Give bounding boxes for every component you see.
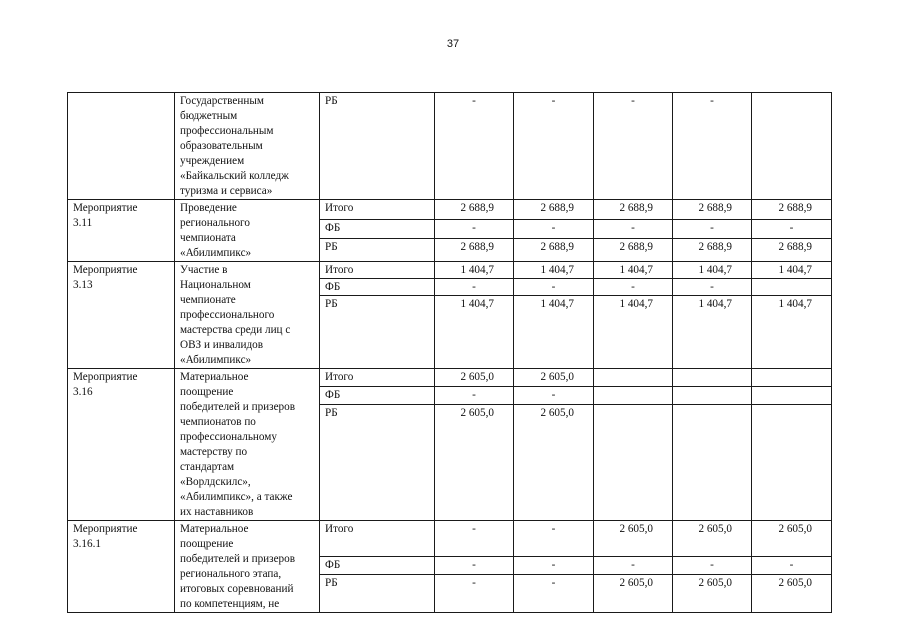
amount-cell: -	[435, 386, 514, 404]
amount-cell: -	[514, 219, 594, 239]
activity-name-line: Проведение	[180, 202, 237, 214]
activity-name-line: регионального	[180, 217, 250, 229]
amount-cell: -	[673, 93, 752, 200]
activity-id-line: Мероприятие	[73, 371, 138, 383]
activity-name-line: туризма и сервиса»	[180, 185, 273, 197]
funding-source-cell: РБ	[320, 93, 435, 200]
activity-name-line: «Ворлдскилс»,	[180, 476, 251, 488]
amount-cell: 2 605,0	[435, 404, 514, 520]
activity-id-line: 3.16	[73, 386, 93, 398]
activity-name-cell	[175, 521, 320, 613]
budget-table	[67, 92, 832, 613]
activity-name-line: стандартам	[180, 461, 235, 473]
activity-name-line: их наставников	[180, 506, 254, 518]
amount-cell: -	[673, 279, 752, 296]
activity-name-line: поощрение	[180, 538, 234, 550]
activity-name-cell	[175, 369, 320, 521]
amount-cell: -	[435, 574, 514, 612]
activity-name-line: профессионального	[180, 309, 275, 321]
activity-id-cell	[68, 93, 175, 200]
amount-cell: -	[752, 556, 832, 574]
funding-source-cell: ФБ	[320, 219, 435, 239]
funding-source-cell: Итого	[320, 369, 435, 387]
amount-cell: 2 605,0	[752, 574, 832, 612]
funding-source-cell: ФБ	[320, 279, 435, 296]
amount-cell: -	[435, 521, 514, 557]
activity-name-line: Национальном	[180, 279, 251, 291]
activity-name-line: ОВЗ и инвалидов	[180, 339, 264, 351]
page-number: 37	[446, 38, 460, 50]
activity-name-line: мастерства среди лиц с	[180, 324, 291, 336]
activity-name-line: чемпионате	[180, 294, 236, 306]
amount-cell: -	[594, 556, 673, 574]
activity-name-line: «Байкальский колледж	[180, 170, 289, 182]
amount-cell: -	[514, 556, 594, 574]
amount-cell: 2 688,9	[514, 200, 594, 220]
funding-source-cell: Итого	[320, 200, 435, 220]
activity-name-line: победителей и призеров	[180, 553, 296, 565]
activity-name-line: образовательным	[180, 140, 263, 152]
amount-cell: 2 688,9	[752, 239, 832, 262]
activity-name-cell	[175, 200, 320, 262]
amount-cell: -	[514, 521, 594, 557]
amount-cell: 2 605,0	[435, 369, 514, 387]
amount-cell: 2 605,0	[514, 404, 594, 520]
activity-name-line: итоговых соревнований	[180, 583, 294, 595]
activity-name-line: Государственным	[180, 95, 264, 107]
amount-cell: -	[435, 279, 514, 296]
amount-cell: -	[435, 219, 514, 239]
activity-name-line: поощрение	[180, 386, 234, 398]
funding-source-cell: ФБ	[320, 556, 435, 574]
amount-cell: 2 688,9	[673, 239, 752, 262]
table-row	[68, 262, 832, 279]
amount-cell: 1 404,7	[435, 262, 514, 279]
activity-id-line: Мероприятие	[73, 264, 138, 276]
amount-cell: -	[752, 219, 832, 239]
activity-name-line: Материальное	[180, 523, 249, 535]
activity-name-cell	[175, 262, 320, 369]
activity-name-line: «Абилимпикс»	[180, 247, 252, 259]
activity-name-cell	[175, 93, 320, 200]
amount-cell: 2 605,0	[673, 574, 752, 612]
funding-source-cell: Итого	[320, 521, 435, 557]
activity-name-line: профессиональному	[180, 431, 277, 443]
amount-cell: -	[673, 219, 752, 239]
amount-cell: -	[514, 386, 594, 404]
amount-cell: 2 688,9	[594, 239, 673, 262]
amount-cell	[594, 386, 673, 404]
activity-id-line: 3.11	[73, 217, 93, 229]
amount-cell: 2 688,9	[435, 200, 514, 220]
amount-cell: 2 688,9	[752, 200, 832, 220]
activity-name-line: Материальное	[180, 371, 249, 383]
amount-cell: 1 404,7	[514, 262, 594, 279]
activity-name-line: Участие в	[180, 264, 228, 276]
amount-cell: 2 605,0	[514, 369, 594, 387]
amount-cell: 2 605,0	[594, 574, 673, 612]
amount-cell	[752, 386, 832, 404]
activity-name-line: бюджетным	[180, 110, 238, 122]
amount-cell	[673, 369, 752, 387]
amount-cell: -	[514, 574, 594, 612]
amount-cell	[752, 404, 832, 520]
amount-cell: 1 404,7	[435, 296, 514, 369]
amount-cell: 2 605,0	[594, 521, 673, 557]
amount-cell: 2 688,9	[594, 200, 673, 220]
amount-cell: 1 404,7	[594, 262, 673, 279]
activity-id-cell	[68, 521, 175, 613]
activity-name-line: «Абилимпикс», а также	[180, 491, 293, 503]
activity-id-cell	[68, 262, 175, 369]
amount-cell: 1 404,7	[673, 296, 752, 369]
activity-name-line: регионального этапа,	[180, 568, 282, 580]
funding-source-cell: Итого	[320, 262, 435, 279]
activity-id-line: 3.16.1	[73, 538, 101, 550]
amount-cell: 2 688,9	[514, 239, 594, 262]
amount-cell: -	[514, 279, 594, 296]
activity-name-line: «Абилимпикс»	[180, 354, 252, 366]
table-row	[68, 200, 832, 220]
table-row	[68, 521, 832, 557]
activity-id-cell	[68, 369, 175, 521]
amount-cell: 1 404,7	[594, 296, 673, 369]
amount-cell	[673, 386, 752, 404]
activity-name-line: учреждением	[180, 155, 245, 167]
amount-cell: -	[594, 279, 673, 296]
amount-cell: 1 404,7	[752, 262, 832, 279]
activity-name-line: профессиональным	[180, 125, 274, 137]
amount-cell: 1 404,7	[673, 262, 752, 279]
table-row	[68, 93, 832, 200]
activity-id-cell	[68, 200, 175, 262]
table-row	[68, 369, 832, 387]
amount-cell: 1 404,7	[752, 296, 832, 369]
amount-cell	[752, 279, 832, 296]
amount-cell: -	[435, 93, 514, 200]
amount-cell	[594, 369, 673, 387]
amount-cell	[594, 404, 673, 520]
activity-name-line: победителей и призеров	[180, 401, 296, 413]
amount-cell: 2 688,9	[435, 239, 514, 262]
amount-cell	[673, 404, 752, 520]
activity-name-line: по компетенциям, не	[180, 598, 280, 610]
activity-name-line: мастерству по	[180, 446, 248, 458]
amount-cell: -	[594, 219, 673, 239]
amount-cell	[752, 93, 832, 200]
amount-cell: -	[514, 93, 594, 200]
amount-cell: 2 605,0	[752, 521, 832, 557]
activity-id-line: 3.13	[73, 279, 93, 291]
amount-cell	[752, 369, 832, 387]
activity-id-line: Мероприятие	[73, 523, 138, 535]
funding-source-cell: РБ	[320, 404, 435, 520]
funding-source-cell: РБ	[320, 296, 435, 369]
amount-cell: -	[594, 93, 673, 200]
amount-cell: 2 605,0	[673, 521, 752, 557]
amount-cell: -	[435, 556, 514, 574]
activity-name-line: чемпионата	[180, 232, 236, 244]
funding-source-cell: РБ	[320, 574, 435, 612]
activity-name-line: чемпионатов по	[180, 416, 256, 428]
amount-cell: -	[673, 556, 752, 574]
amount-cell: 2 688,9	[673, 200, 752, 220]
funding-source-cell: ФБ	[320, 386, 435, 404]
amount-cell: 1 404,7	[514, 296, 594, 369]
activity-id-line: Мероприятие	[73, 202, 138, 214]
funding-source-cell: РБ	[320, 239, 435, 262]
